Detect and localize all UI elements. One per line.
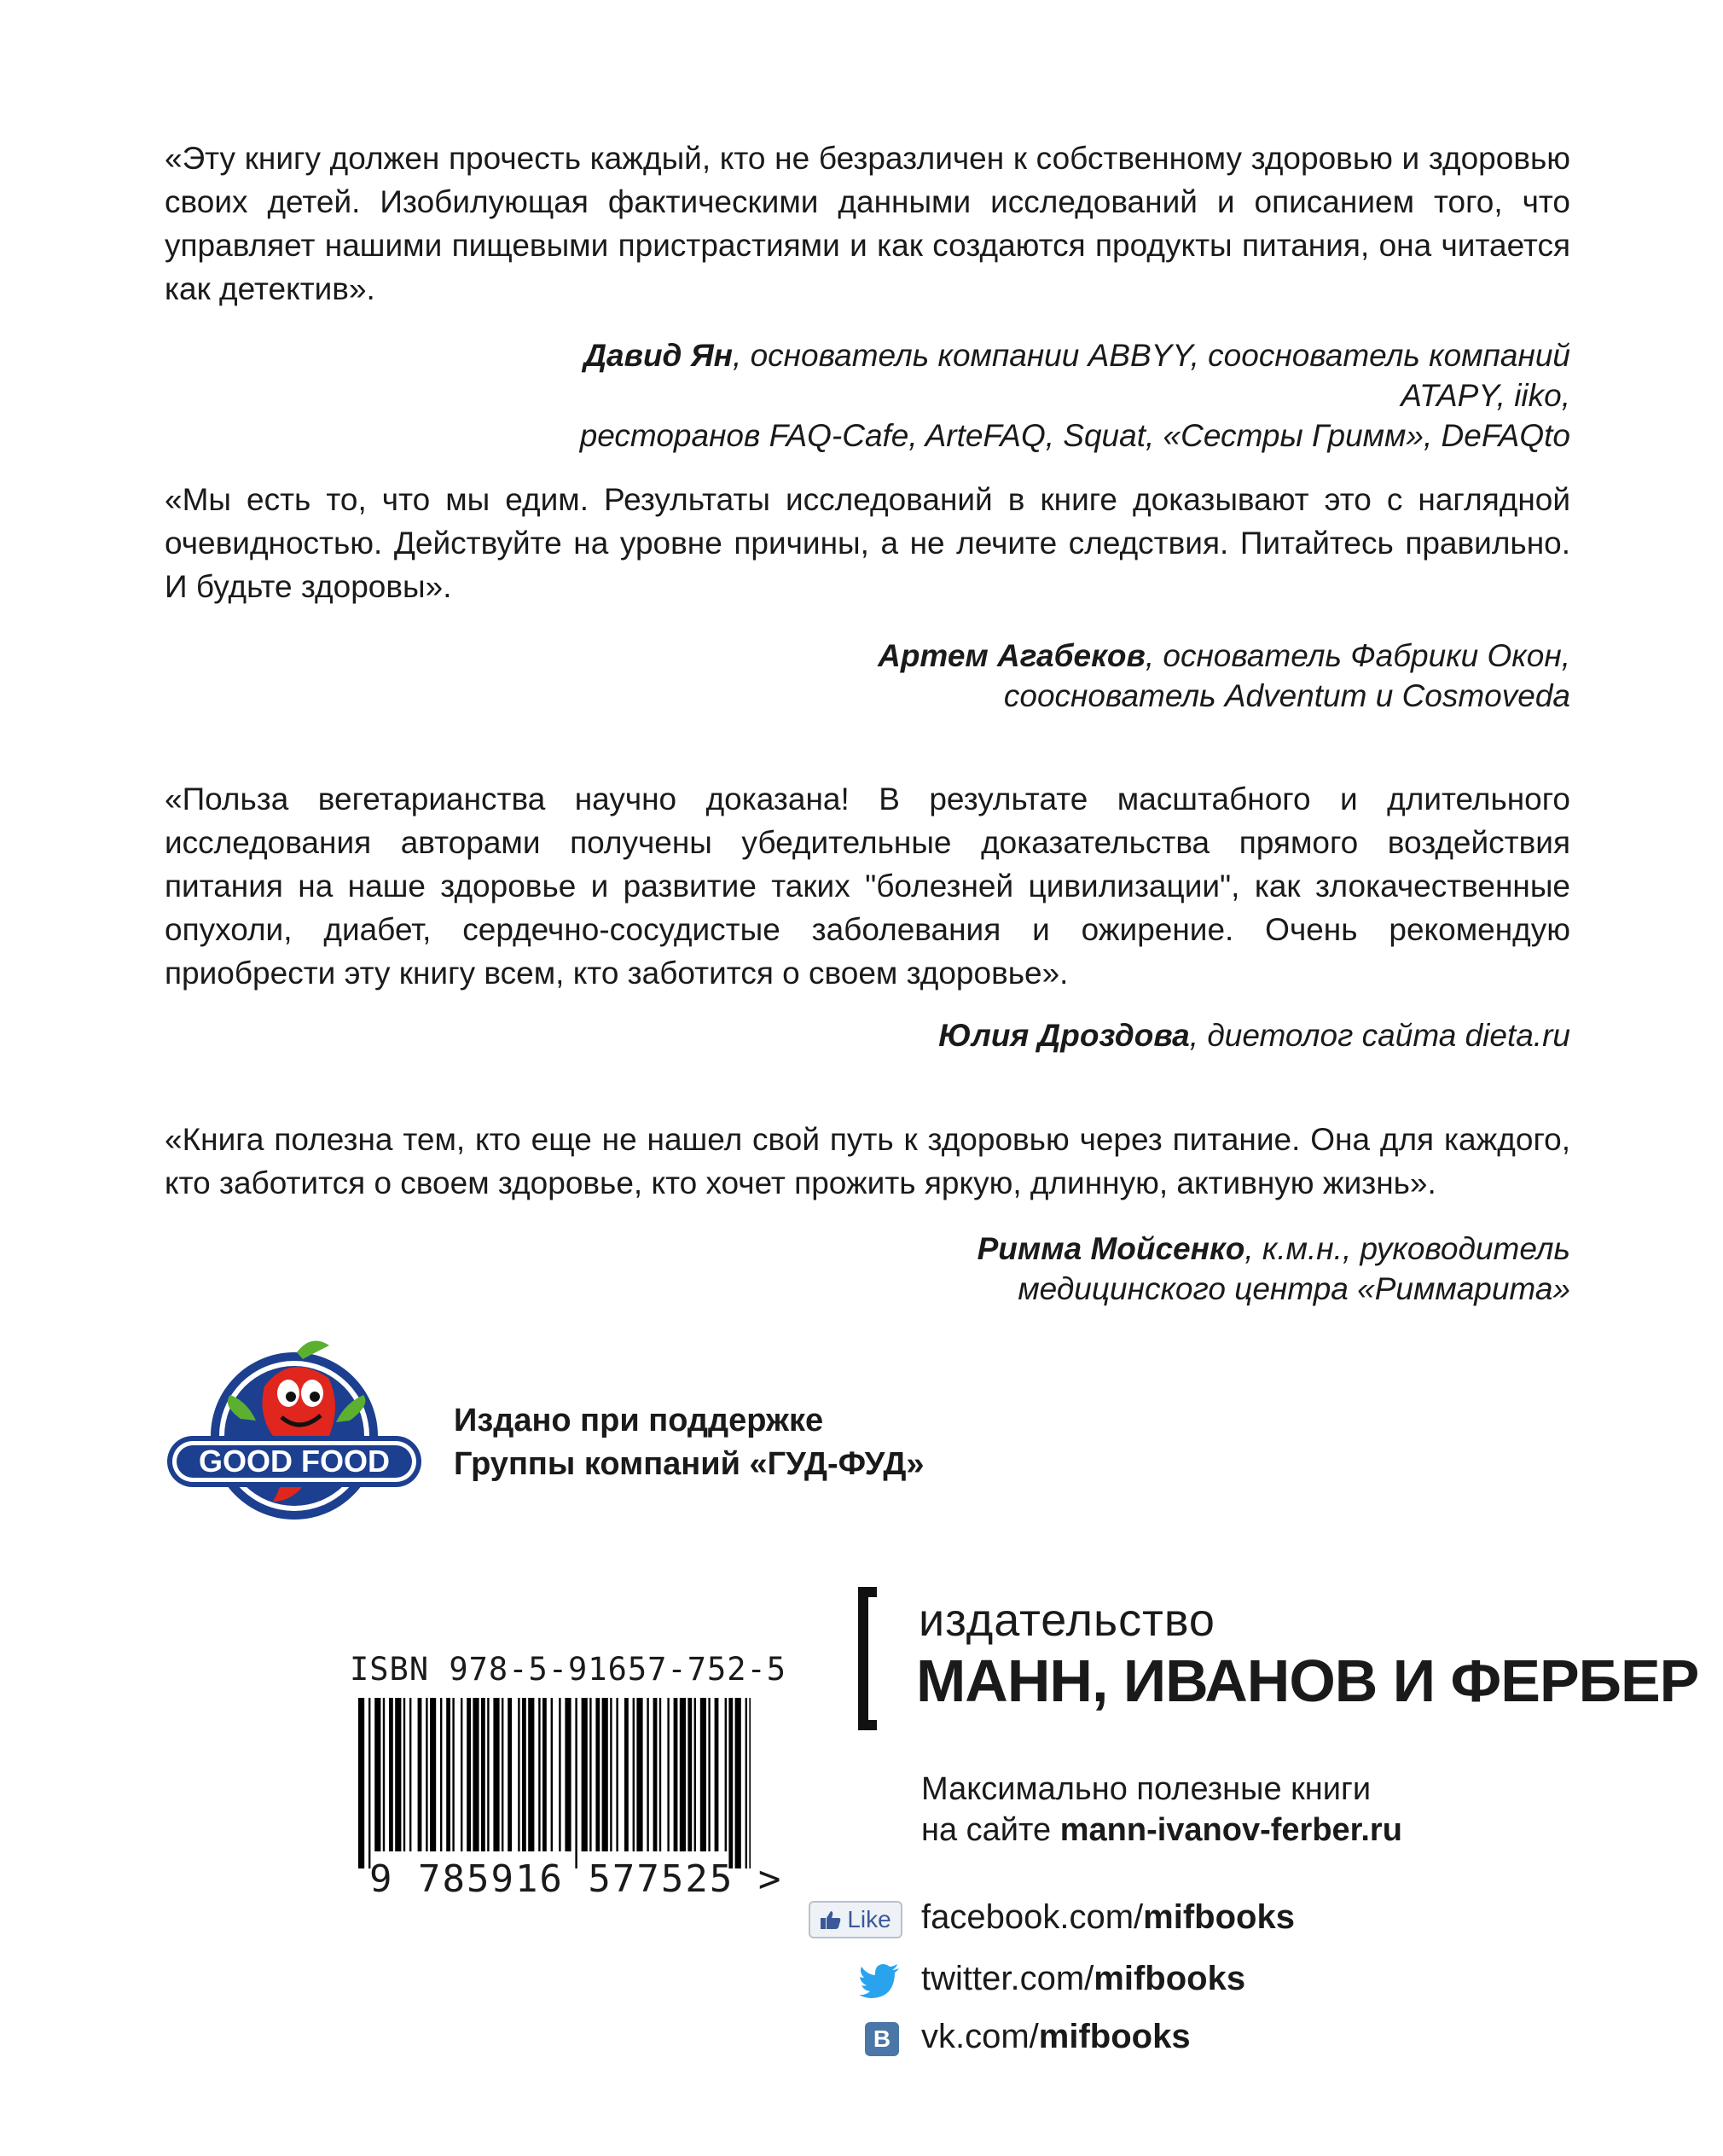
review-attribution-3: [547, 1015, 1570, 1055]
review-quote-1: «Эту книгу должен прочесть каждый, кто не безразличен к собственному здоровью и здоровью своих детей. Изобилующая фактическими данными исследований и описанием того, что управляет нашими пищевыми пристрастиями и как создаются продукты питания, она читается как детектив».: [165, 141, 1570, 306]
facebook-prefix: facebook.com/: [921, 1898, 1144, 1936]
barcode-bar: [518, 1698, 519, 1851]
barcode-bar: [461, 1698, 462, 1851]
barcode-bar: [680, 1698, 686, 1851]
barcode-bar: [616, 1698, 618, 1851]
sponsor-line-1: Издано при поддержке: [454, 1403, 824, 1438]
review-author-4: Римма Мойсенко: [977, 1231, 1245, 1266]
barcode-bar: [395, 1698, 401, 1851]
twitter-prefix: twitter.com/: [921, 1960, 1094, 1997]
barcode-bar: [542, 1698, 547, 1851]
good-food-logo: [162, 1327, 426, 1523]
publisher-label: издательство: [919, 1595, 1215, 1646]
barcode-bar: [403, 1698, 405, 1851]
barcode-bar: [575, 1698, 577, 1868]
review-role-4b: медицинского центра «Риммарита»: [1018, 1271, 1570, 1306]
barcode-bar: [735, 1698, 741, 1868]
barcode-bar: [610, 1698, 612, 1851]
barcode-bar: [674, 1698, 678, 1851]
like-label: Like: [847, 1906, 891, 1932]
barcode-bar: [633, 1698, 635, 1851]
sponsor-text: [454, 1399, 925, 1486]
barcode-bar: [708, 1698, 710, 1851]
publisher-name: МАНН, ИВАНОВ И ФЕРБЕР: [916, 1648, 1699, 1714]
twitter-bird-icon: [859, 1964, 900, 1998]
publisher-bracket-icon: [858, 1587, 877, 1730]
review-quote-2: «Мы есть то, что мы едим. Результаты исследований в книге доказывают это с наглядной очевидностью. Действуйте на уровне причины, а не лечите следствия. Питайтесь правильно. И будьте здоровы».: [165, 482, 1570, 604]
barcode-bar: [694, 1698, 696, 1851]
review-author-2: Артем Агабеков: [878, 638, 1146, 673]
barcode-bar: [538, 1698, 540, 1851]
review-attribution-4: [547, 1229, 1570, 1309]
barcode-bar: [383, 1698, 385, 1851]
barcode: [358, 1698, 751, 1868]
sponsor-line-2: Группы компаний «ГУД-ФУД»: [454, 1446, 925, 1482]
barcode-bar: [624, 1698, 629, 1851]
barcode-bar: [508, 1698, 512, 1851]
facebook-link[interactable]: [921, 1898, 1295, 1937]
review-role-4: , к.м.н., руководитель: [1244, 1231, 1570, 1266]
barcode-bar: [667, 1698, 669, 1851]
barcode-bar: [358, 1698, 364, 1868]
review-quote-4: «Книга полезна тем, кто еще не нашел свой путь к здоровью через питание. Она для каждого, кто заботится о своем здоровье, кто хочет прожить яркую, длинную, активную жизнь».: [165, 1122, 1570, 1200]
vk-icon: [865, 2022, 899, 2056]
barcode-bar: [473, 1698, 479, 1851]
review-attribution-1: [547, 335, 1570, 456]
review-quote-3: «Польза вегетарианства научно доказана! В результате масштабного и длительного исследования авторами получены убедительные доказательства прямого воздействия питания на наше здоровье и развитие таких "болезней цивилизации", как злокачественные опухоли, диабет, сердечно-сосудистые заболевания и ожирение. Очень рекомендую приобрести эту книгу всем, кто заботится о своем здоровье».: [165, 782, 1570, 991]
facebook-like-button[interactable]: [809, 1901, 902, 1938]
barcode-bar: [440, 1698, 442, 1851]
barcode-bar: [430, 1698, 436, 1851]
barcode-bar: [528, 1698, 534, 1851]
barcode-bar: [700, 1698, 706, 1851]
barcode-bar: [595, 1698, 600, 1851]
review-role-3: , диетолог сайта dieta.ru: [1189, 1018, 1570, 1053]
barcode-bar: [565, 1698, 571, 1851]
barcode-bar: [418, 1698, 422, 1851]
barcode-bar: [715, 1698, 719, 1851]
review-role-2b: сооснователь Adventum и Cosmoveda: [1003, 678, 1570, 713]
review-role-1: , основатель компании ABBYY, сооснователь компаний ATAPY, iiko,: [733, 338, 1570, 413]
site-tagline: Максимально полезные книги: [921, 1771, 1372, 1807]
barcode-bar: [728, 1698, 733, 1868]
barcode-bar: [745, 1698, 747, 1868]
isbn-label: ISBN 978-5-91657-752-5: [350, 1651, 787, 1688]
site-line: [921, 1812, 1402, 1849]
vk-prefix: vk.com/: [921, 2018, 1039, 2055]
barcode-bar: [582, 1698, 588, 1851]
barcode-bar: [559, 1698, 560, 1851]
barcode-bar: [636, 1698, 642, 1851]
barcode-bar: [389, 1698, 393, 1851]
review-author-3: Юлия Дроздова: [938, 1018, 1190, 1053]
barcode-bar: [452, 1698, 454, 1851]
barcode-bar: [551, 1698, 553, 1851]
good-food-logo-text: GOOD FOOD: [199, 1444, 390, 1479]
barcode-bar: [487, 1698, 489, 1851]
barcode-bar: [409, 1698, 411, 1851]
barcode-bar: [602, 1698, 608, 1851]
barcode-bar: [467, 1698, 471, 1851]
site-url-link[interactable]: mann-ivanov-ferber.ru: [1059, 1812, 1402, 1848]
barcode-digits: 9 785916 577525 >: [369, 1857, 783, 1901]
barcode-bar: [374, 1698, 380, 1851]
barcode-bar: [659, 1698, 661, 1851]
barcode-bar: [481, 1698, 485, 1851]
barcode-bar: [749, 1698, 751, 1868]
barcode-bar: [522, 1698, 526, 1851]
review-author-1: Давид Ян: [583, 338, 734, 373]
barcode-bar: [589, 1698, 591, 1851]
barcode-bar: [502, 1698, 503, 1851]
barcode-bar: [647, 1698, 648, 1851]
barcode-bar: [368, 1698, 370, 1868]
barcode-bar: [653, 1698, 658, 1851]
twitter-handle: mifbooks: [1094, 1960, 1246, 1997]
review-role-2: , основатель Фабрики Окон,: [1145, 638, 1570, 673]
barcode-bar: [687, 1698, 692, 1851]
vk-link[interactable]: [921, 2018, 1191, 2056]
twitter-link[interactable]: [921, 1960, 1245, 1998]
review-attribution-2: [547, 636, 1570, 716]
barcode-bar: [426, 1698, 427, 1851]
site-prefix: на сайте: [921, 1812, 1060, 1848]
review-role-1b: ресторанов FAQ-Cafe, ArteFAQ, Squat, «Сестры Гримм», DeFAQto: [579, 418, 1570, 453]
vk-handle: mifbooks: [1038, 2018, 1191, 2055]
barcode-bar: [725, 1698, 727, 1851]
vk-icon-letter: B: [873, 2025, 891, 2052]
barcode-bar: [446, 1698, 450, 1851]
facebook-handle: mifbooks: [1143, 1898, 1295, 1936]
barcode-bar: [493, 1698, 499, 1851]
thumbs-up-icon: [820, 1909, 842, 1930]
